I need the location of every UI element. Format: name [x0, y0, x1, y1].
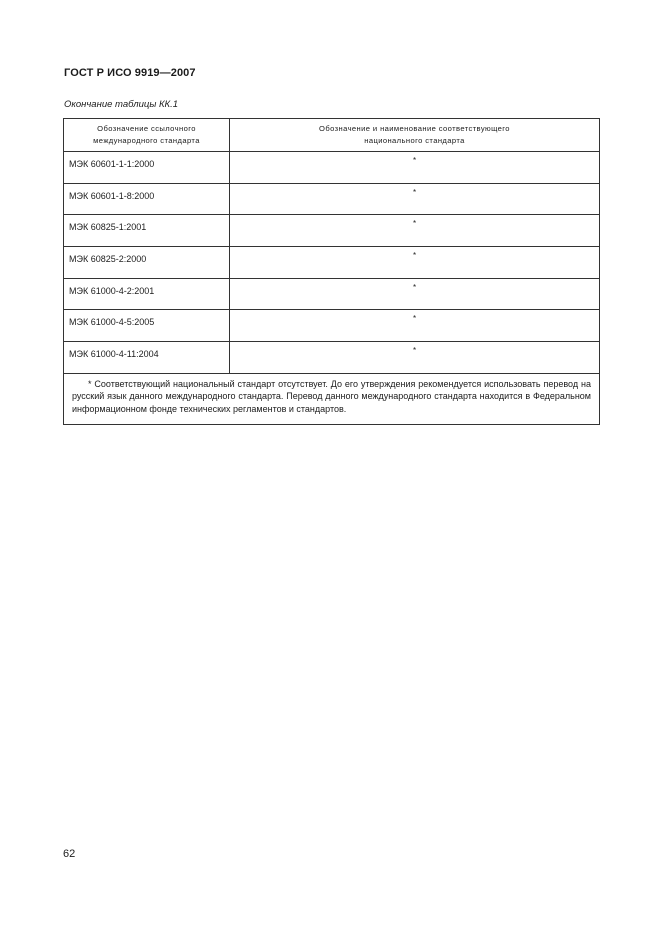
col-header-national-line1: Обозначение и наименование соответствующего [319, 124, 510, 133]
table-row [64, 310, 600, 342]
col-header-international [64, 119, 230, 152]
table-row [64, 342, 600, 374]
document-header: ГОСТ Р ИСО 9919—2007 [64, 67, 196, 79]
international-standard-cell: МЭК 60825-2:2000 [64, 247, 230, 279]
national-standard-cell: * [230, 215, 600, 247]
table-header-row [64, 119, 600, 152]
table-row [64, 215, 600, 247]
col-header-international-line1: Обозначение ссылочного [97, 124, 196, 133]
international-standard-cell: МЭК 61000-4-2:2001 [64, 278, 230, 310]
international-standard-cell: МЭК 61000-4-11:2004 [64, 342, 230, 374]
international-standard-cell: МЭК 60825-1:2001 [64, 215, 230, 247]
col-header-national [230, 119, 600, 152]
international-standard-cell: МЭК 60601-1-8:2000 [64, 183, 230, 215]
national-standard-cell: * [230, 152, 600, 184]
table-footnote-row [64, 373, 600, 425]
international-standard-cell: МЭК 61000-4-5:2005 [64, 310, 230, 342]
national-standard-cell: * [230, 183, 600, 215]
reference-table [63, 118, 600, 425]
table-footnote: * Соответствующий национальный стандарт отсутствует. До его утверждения рекомендуется использовать перевод на русский язык данного международного стандарта. Перевод данного международного стандарта находится в Федеральном информационном фонде технических регламентов и стандартов. [64, 373, 600, 425]
national-standard-cell: * [230, 278, 600, 310]
page-number: 62 [63, 848, 76, 860]
international-standard-cell: МЭК 60601-1-1:2000 [64, 152, 230, 184]
table-row [64, 152, 600, 184]
national-standard-cell: * [230, 247, 600, 279]
table-caption: Окончание таблицы КК.1 [64, 99, 179, 110]
table-row [64, 278, 600, 310]
table-row [64, 247, 600, 279]
col-header-national-line2: национального стандарта [364, 136, 465, 145]
col-header-international-line2: международного стандарта [93, 136, 200, 145]
national-standard-cell: * [230, 310, 600, 342]
national-standard-cell: * [230, 342, 600, 374]
table-row [64, 183, 600, 215]
